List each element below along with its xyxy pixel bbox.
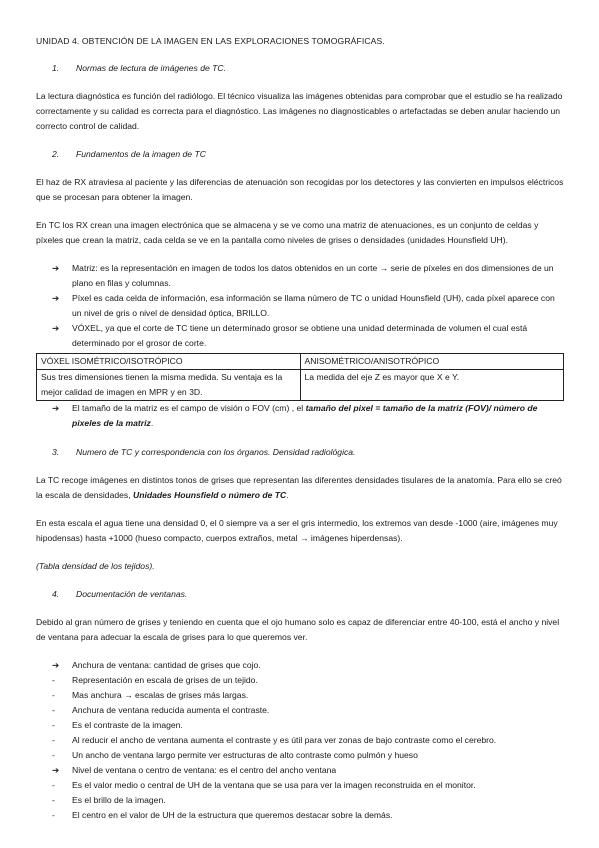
paragraph: En esta escala el agua tiene una densidad 0, el 0 siempre va a ser el gris intermedio, los extremos van desde -1000 (aire, imágenes muy hipodensas) hasta +1000 (hueso compacto, cuerpos extraños, metal → imágenes hiperdensas). <box>36 518 558 543</box>
text-span: . <box>286 490 289 500</box>
list-item <box>36 688 564 703</box>
list-item <box>36 291 564 321</box>
list-item-text: Un ancho de ventana largo permite ver estructuras de alto contraste como pulmón y hueso <box>72 750 418 760</box>
section-heading-2 <box>52 147 564 162</box>
list-item-text: Al reducir el ancho de ventana aumenta el contraste y es útil para ver zonas de bajo contraste como el cerebro. <box>72 735 497 745</box>
table-cell: Sus tres dimensiones tienen la misma medida. Su ventaja es la mejor calidad de imagen en MPR y en 3D. <box>37 370 301 401</box>
list-item <box>36 763 564 778</box>
dash-bullet-icon: - <box>52 810 55 820</box>
section-heading-3 <box>52 445 564 460</box>
text-span: El tamaño de la matriz es el campo de visión o FOV (cm) , el <box>72 403 306 413</box>
voxel-table <box>36 353 564 401</box>
table-cell: La medida del eje Z es mayor que X e Y. <box>300 370 564 401</box>
emphasis-text: tamaño del pixel = tamaño de la matriz (FOV)/ número de pixeles de la matriz <box>72 403 538 428</box>
table-header-row <box>37 354 564 370</box>
paragraph: La lectura diagnóstica es función del radiólogo. El técnico visualiza las imágenes obtenidas para comprobar que el estudio se ha realizado correctamente y su calidad es correcta para el diagnóstico. Las imágenes no diagnosticables o artefactadas se deben anular haciendo un correcto control de calidad. <box>36 91 563 131</box>
dash-bullet-icon: - <box>52 720 55 730</box>
list-item <box>36 778 564 793</box>
dash-bullet-icon: - <box>52 780 55 790</box>
list-item <box>36 321 564 351</box>
table-header-cell: VÓXEL ISOMÉTRICO/ISOTRÓPICO <box>37 354 301 370</box>
list-item <box>36 793 564 808</box>
list-item <box>36 718 564 733</box>
section-heading-1 <box>52 61 564 76</box>
arrow-bullet-icon: ➔ <box>52 323 60 333</box>
section-number: 2. <box>52 149 60 159</box>
text-span: . <box>150 418 154 428</box>
arrow-bullet-icon: ➔ <box>52 660 60 670</box>
emphasis-text: Unidades Hounsfield o número de TC <box>133 490 287 500</box>
dash-bullet-icon: - <box>52 795 55 805</box>
bullet-list <box>36 658 564 823</box>
list-item-text: Es el contraste de la imagen. <box>72 720 183 730</box>
section-title: Numero de TC y correspondencia con los órganos. Densidad radiológica. <box>76 447 356 457</box>
paragraph: Debido al gran número de grises y teniendo en cuenta que el ojo humano solo es capaz de diferenciar entre 40-100, está el ancho y nivel de ventana para adecuar la escala de grises para lo que queremos ver. <box>36 617 560 642</box>
list-item <box>36 808 564 823</box>
arrow-bullet-icon: ➔ <box>52 403 60 413</box>
list-item-text: Es el valor medio o central de UH de la ventana que se usa para ver la imagen reconstruida en el monitor. <box>72 780 476 790</box>
paragraph-note: (Tabla densidad de los tejidos). <box>36 561 155 571</box>
list-item-text: VÓXEL, ya que el corte de TC tiene un determinado grosor se obtiene una unidad determinada de volumen el cual está determinado por el grosor de corte. <box>72 323 528 348</box>
dash-bullet-icon: - <box>52 690 55 700</box>
list-item-text <box>72 401 564 431</box>
section-title: Normas de lectura de imágenes de TC. <box>76 63 226 73</box>
document-page <box>36 34 564 825</box>
list-item-text: Mas anchura → escalas de grises más largas. <box>72 690 249 700</box>
paragraph <box>36 473 564 503</box>
list-item-text: Anchura de ventana: cantidad de grises que cojo. <box>72 660 261 670</box>
list-item <box>36 733 564 748</box>
table-header-cell: ANISOMÉTRICO/ANISOTRÓPICO <box>300 354 564 370</box>
document-title: UNIDAD 4. OBTENCIÓN DE LA IMAGEN EN LAS EXPLORACIONES TOMOGRÁFICAS. <box>36 36 385 46</box>
list-item <box>36 261 564 291</box>
list-item-text: Píxel es cada celda de información, esa información se llama número de TC o unidad Hounsfield (UH), cada píxel aparece con un nivel de gris o nivel de densidad óptica, BRILLO. <box>72 293 555 318</box>
text-span: La TC recoge imágenes en distintos tonos de grises que representan las diferentes densidades tisulares de la anatomía. Para ello se creó la escala de densidades, <box>36 475 562 500</box>
arrow-bullet-icon: ➔ <box>52 263 60 273</box>
section-number: 4. <box>52 589 60 599</box>
list-item <box>36 703 564 718</box>
arrow-bullet-icon: ➔ <box>52 765 60 775</box>
section-number: 1. <box>52 63 60 73</box>
list-item <box>36 673 564 688</box>
list-item <box>36 658 564 673</box>
list-item-text: Anchura de ventana reducida aumenta el contraste. <box>72 705 270 715</box>
paragraph: El haz de RX atraviesa al paciente y las diferencias de atenuación son recogidas por los detectores y las convierten en impulsos eléctricos que se procesan para obtener la imagen. <box>36 177 564 202</box>
list-item-text: El centro en el valor de UH de la estructura que queremos destacar sobre la demás. <box>72 810 393 820</box>
list-item-text: Nivel de ventana o centro de ventana: es el centro del ancho ventana <box>72 765 337 775</box>
dash-bullet-icon: - <box>52 675 55 685</box>
list-item-text: Representación en escala de grises de un tejido. <box>72 675 258 685</box>
section-title: Fundamentos de la imagen de TC <box>76 149 206 159</box>
paragraph: En TC los RX crean una imagen electrónica que se almacena y se ve como una matriz de atenuaciones, es un conjunto de celdas y píxeles que crean la matriz, cada celda se ve en la pantalla como niveles de grises o densidades (unidades Hounsfield UH). <box>36 220 539 245</box>
dash-bullet-icon: - <box>52 750 55 760</box>
section-title: Documentación de ventanas. <box>76 589 188 599</box>
dash-bullet-icon: - <box>52 705 55 715</box>
bullet-list <box>36 261 564 351</box>
section-heading-4 <box>52 587 564 602</box>
list-item-text: Es el brillo de la imagen. <box>72 795 166 805</box>
arrow-bullet-icon: ➔ <box>52 293 60 303</box>
section-number: 3. <box>52 447 60 457</box>
list-item-text: Matriz: es la representación en imagen de todos los datos obtenidos en un corte → serie de píxeles en dos dimensiones de un plano en filas y columnas. <box>72 263 554 288</box>
list-item <box>36 401 564 431</box>
dash-bullet-icon: - <box>52 735 55 745</box>
list-item <box>36 748 564 763</box>
table-row <box>37 370 564 401</box>
